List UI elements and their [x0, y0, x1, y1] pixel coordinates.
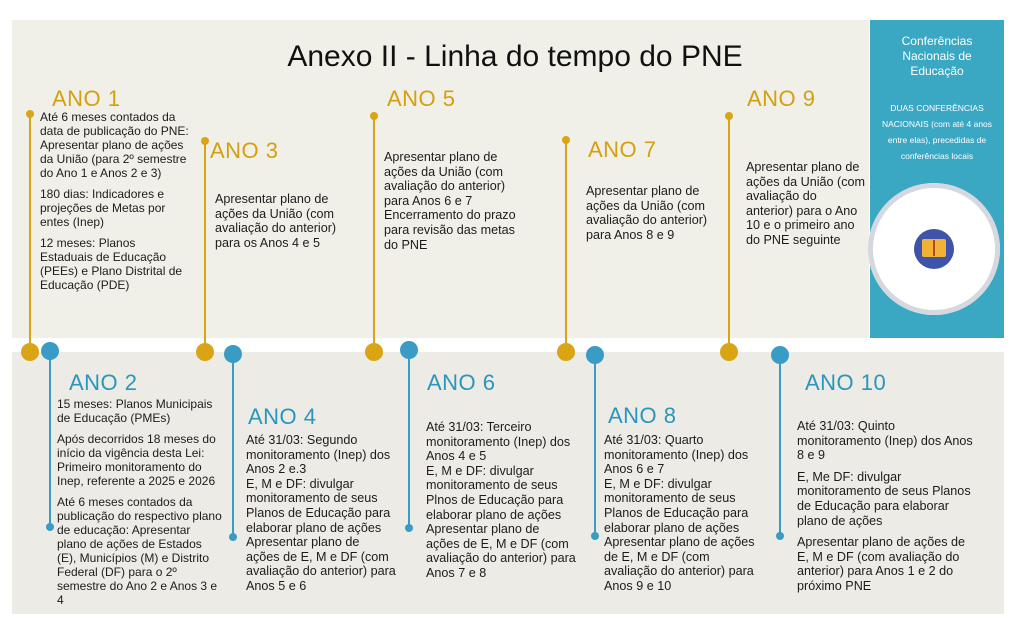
year-10-small-dot [776, 532, 784, 540]
year-5-stem [373, 116, 375, 352]
year-3-text [215, 192, 357, 257]
year-8-marker [586, 346, 604, 364]
year-10-marker [771, 346, 789, 364]
year-7-item: Apresentar plano de ações da União (com avaliação do anterior) para Anos 8 e 9 [586, 184, 708, 242]
year-4-item: Apresentar plano de ações de E, M e DF (com avaliação do anterior) para Anos 5 e 6 [246, 535, 396, 593]
year-5-text [384, 150, 522, 252]
year-8-small-dot [591, 532, 599, 540]
year-9-stem [728, 116, 730, 352]
year-8-item: E, M e DF: divulgar monitoramento de seus Planos de Educação para elaborar plano de ações [604, 476, 749, 535]
year-2-text [57, 397, 222, 614]
year-4-text [246, 433, 396, 594]
year-6-small-dot [405, 524, 413, 532]
year-7-marker [557, 343, 575, 361]
year-6-item: Até 31/03: Terceiro monitoramento (Inep) dos Anos 4 e 5 [426, 420, 571, 464]
year-10-item: E, Me DF: divulgar monitoramento de seus Planos de Educação para elaborar plano de ações [797, 469, 971, 528]
year-3-label: ANO 3 [210, 138, 279, 163]
year-2-item: 15 meses: Planos Municipais de Educação (PMEs) [57, 397, 213, 425]
year-3-stem [204, 140, 206, 352]
year-8-item: Apresentar plano de ações de E, M e DF (com avaliação do anterior) para Anos 9 e 10 [604, 535, 755, 593]
year-5-item: Encerramento do prazo para revisão das metas do PNE [384, 208, 516, 252]
year-9-item: Apresentar plano de ações da União (com avaliação do anterior) para o Ano 10 e o primeiro ano do PNE seguinte [746, 160, 866, 247]
year-4-item: Até 31/03: Segundo monitoramento (Inep) dos Anos 2 e.3 [246, 433, 391, 477]
year-9-text [746, 160, 866, 255]
year-6-label: ANO 6 [427, 370, 496, 395]
year-4-small-dot [229, 533, 237, 541]
year-10-stem [779, 356, 781, 536]
year-7-text [586, 184, 724, 249]
year-7-stem [565, 140, 567, 352]
year-10-label: ANO 10 [805, 370, 887, 395]
year-2-marker [41, 342, 59, 360]
year-6-item: Apresentar plano de ações de E, M e DF (com avaliação do anterior) para Anos 7 e 8 [426, 522, 576, 580]
conferences-heading: Conferências Nacionais de Educação [901, 34, 973, 78]
year-2-label: ANO 2 [69, 370, 138, 395]
year-3-item: Apresentar plano de ações da União (com avaliação do anterior) para os Anos 4 e 5 [215, 192, 337, 250]
year-4-stem [232, 355, 234, 537]
year-4-item: E, M e DF: divulgar monitoramento de seus Planos de Educação para elaborar plano de ações [246, 476, 391, 535]
year-1-stem [29, 112, 31, 352]
year-8-text [604, 433, 766, 594]
year-8-stem [594, 356, 596, 536]
page-title: Anexo II - Linha do tempo do PNE [287, 40, 743, 73]
year-6-marker [400, 341, 418, 359]
year-6-stem [408, 352, 410, 528]
conference-badge [868, 183, 1000, 315]
year-5-label: ANO 5 [387, 86, 456, 111]
year-4-label: ANO 4 [248, 404, 317, 429]
year-2-stem [49, 352, 51, 527]
year-6-item: E, M e DF: divulgar monitoramento de seus Plnos de Educação para elaborar plano de ações [426, 463, 564, 522]
year-3-small-dot [201, 137, 209, 145]
year-9-label: ANO 9 [747, 86, 816, 111]
year-10-item: Até 31/03: Quinto monitoramento (Inep) dos Anos 8 e 9 [797, 419, 973, 463]
badge-inner [914, 229, 954, 269]
year-2-small-dot [46, 523, 54, 531]
year-2-item: Após decorridos 18 meses do início da vigência desta Lei: Primeiro monitoramento do Inep, referente a 2025 e 2026 [57, 432, 216, 488]
year-5-item: Apresentar plano de ações da União (com avaliação do anterior) para Anos 6 e 7 [384, 150, 506, 208]
year-1-item: 180 dias: Indicadores e projeções de Metas por entes (Inep) [40, 187, 166, 229]
year-8-item: Até 31/03: Quarto monitoramento (Inep) dos Anos 6 e 7 [604, 433, 749, 477]
year-1-item: 12 meses: Planos Estaduais de Educação (PEEs) e Plano Distrital de Educação (PDE) [40, 236, 183, 292]
book-icon [922, 239, 946, 257]
year-6-text [426, 420, 576, 581]
year-9-marker [720, 343, 738, 361]
year-1-marker [21, 343, 39, 361]
year-1-item: Até 6 meses contados da data de publicação do PNE: Apresentar plano de ações da União (para 2º semestre do Ano 1 e Anos 2 e 3) [40, 110, 189, 180]
year-5-marker [365, 343, 383, 361]
year-1-label: ANO 1 [52, 86, 121, 111]
year-7-label: ANO 7 [588, 137, 657, 162]
year-9-small-dot [725, 112, 733, 120]
year-2-item: Até 6 meses contados da publicação do respectivo plano de educação: Apresentar plano de ações de Estados (E), Municípios (M) e Distrito Federal (DF) para o 2º semestre do Ano 2 e Anos 3 e 4 [57, 495, 222, 607]
conferences-text: DUAS CONFERÊNCIAS NACIONAIS (com até 4 anos entre elas), precedidas de conferências locais [881, 103, 993, 161]
year-5-small-dot [370, 112, 378, 120]
year-7-small-dot [562, 136, 570, 144]
year-3-marker [196, 343, 214, 361]
year-4-marker [224, 345, 242, 363]
year-8-label: ANO 8 [608, 403, 677, 428]
year-1-small-dot [26, 110, 34, 118]
year-10-item: Apresentar plano de ações de E, M e DF (com avaliação do anterior) para Anos 1 e 2 do próximo PNE [797, 535, 966, 593]
year-1-text [40, 110, 190, 299]
year-10-text [797, 419, 979, 601]
